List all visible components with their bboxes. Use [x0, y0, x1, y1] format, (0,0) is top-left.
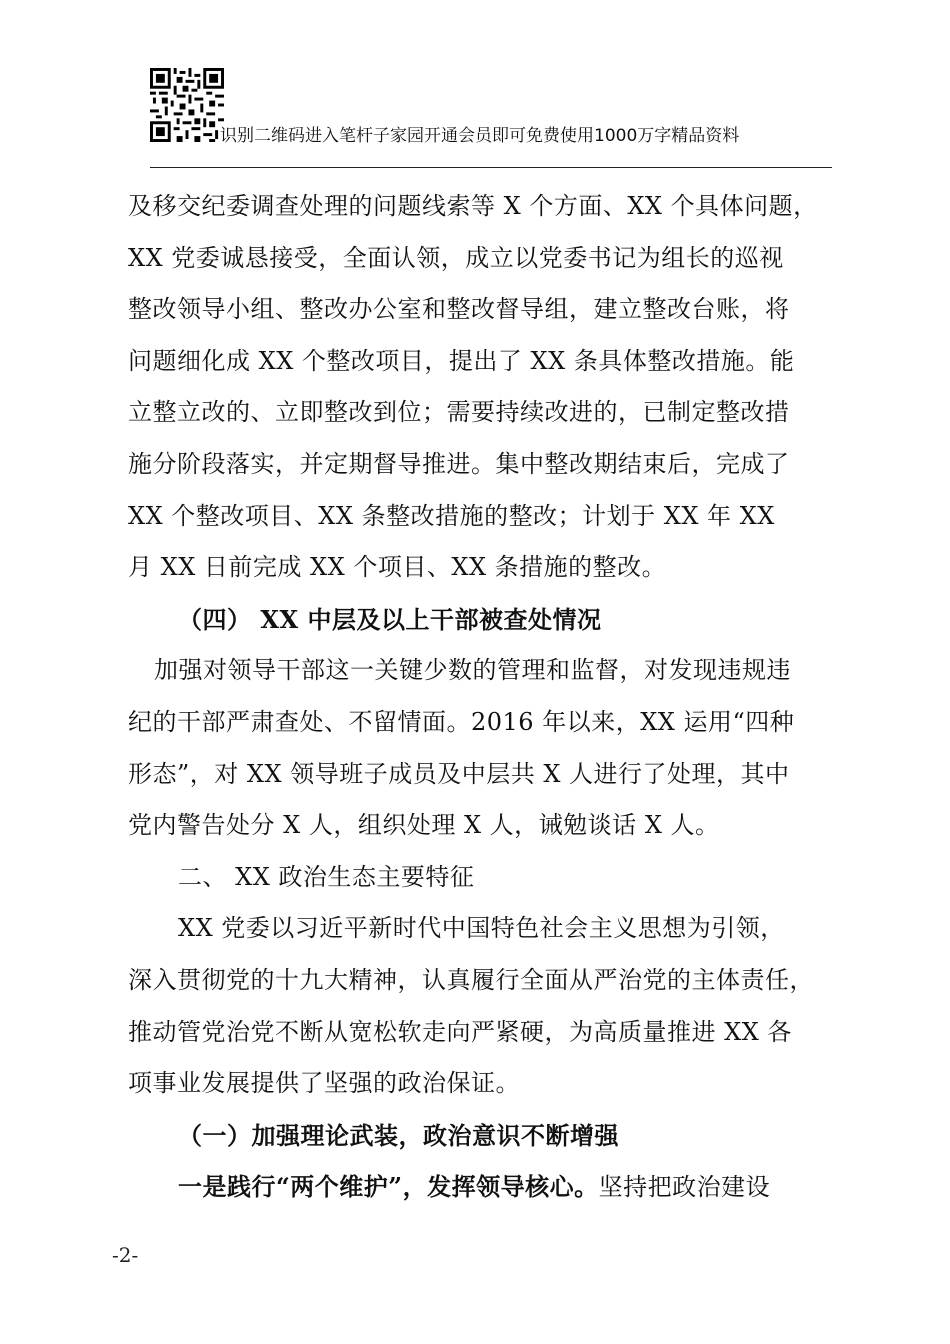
document-body — [128, 181, 838, 1213]
body-line: XX 党委以习近平新时代中国特色社会主义思想为引领， — [178, 914, 785, 943]
body-line: 项事业发展提供了坚强的政治保证。 — [128, 1069, 520, 1098]
qr-code-icon — [150, 68, 224, 142]
body-line: 问题细化成 XX 个整改项目，提出了 XX 条具体整改措施。能 — [128, 346, 795, 375]
body-line: 推动管党治党不断从宽松软走向严紧硬，为高质量推进 XX 各 — [128, 1017, 792, 1046]
chapter-heading-2: 二、 XX 政治生态主要特征 — [178, 862, 475, 891]
page-number: -2- — [112, 1243, 139, 1267]
body-line: 党内警告处分 X 人，组织处理 X 人，诫勉谈话 X 人。 — [128, 811, 720, 840]
page-header — [150, 68, 832, 168]
body-line: XX 个整改项目、XX 条整改措施的整改；计划于 XX 年 XX — [128, 501, 775, 530]
body-line: 月 XX 日前完成 XX 个项目、XX 条措施的整改。 — [128, 553, 667, 582]
body-line: 形态”，对 XX 领导班子成员及中层共 X 人进行了处理，其中 — [128, 759, 790, 788]
body-line: 及移交纪委调查处理的问题线索等 X 个方面、XX 个具体问题， — [128, 192, 818, 220]
body-line: 深入贯彻党的十九大精神，认真履行全面从严治党的主体责任， — [128, 965, 814, 994]
section-heading-4: （四） XX 中层及以上干部被查处情况 — [178, 604, 602, 634]
section-heading-1: （一）加强理论武装，政治意识不断增强 — [178, 1120, 619, 1150]
body-line: 整改领导小组、整改办公室和整改督导组，建立整改台账，将 — [128, 295, 790, 324]
header-promo-text: 识别二维码进入笔杆子家园开通会员即可免费使用1000万字精品资料 — [220, 126, 740, 146]
body-line: 纪的干部严肃查处、不留情面。2016 年以来，XX 运用“四种 — [128, 707, 795, 736]
body-line: XX 党委诚恳接受，全面认领，成立以党委书记为组长的巡视 — [128, 243, 784, 272]
header-divider — [150, 167, 832, 168]
body-line: 施分阶段落实，并定期督导推进。集中整改期结束后，完成了 — [128, 449, 790, 478]
body-line-last — [128, 1161, 838, 1213]
lead-phrase: 一是践行“两个维护”，发挥领导核心。 — [178, 1172, 599, 1202]
body-text: 坚持把政治建设 — [598, 1173, 771, 1202]
body-line: 立整立改的、立即整改到位；需要持续改进的，已制定整改措 — [128, 398, 790, 427]
body-line: 加强对领导干部这一关键少数的管理和监督，对发现违规违 — [154, 656, 791, 685]
